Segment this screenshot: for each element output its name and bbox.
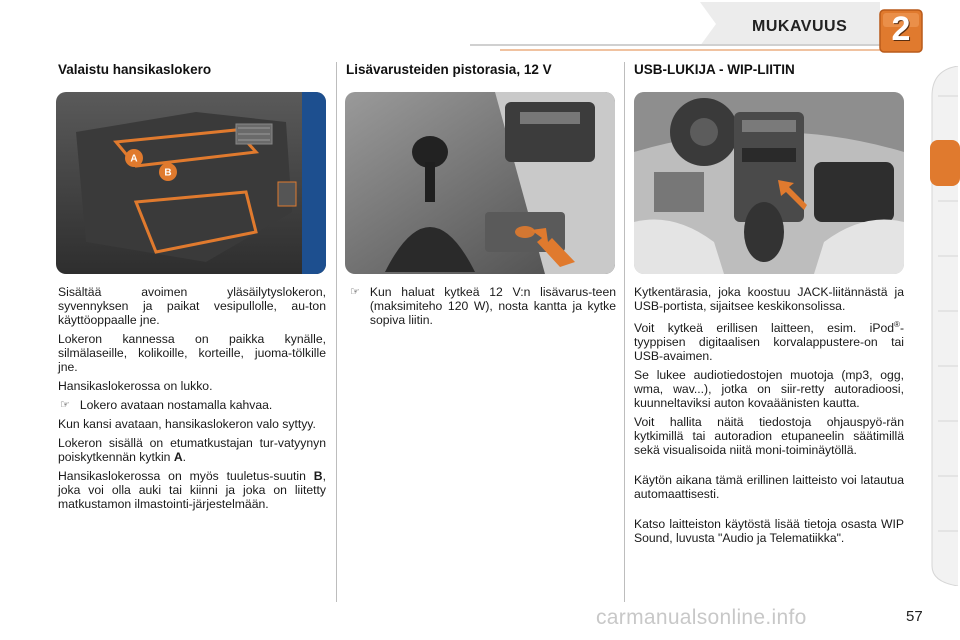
glovebox-illustration xyxy=(56,92,326,274)
socket-illustration xyxy=(345,92,615,274)
usb-title: USB-LUKIJA - WIP-LIITIN xyxy=(634,62,795,77)
pointing-hand-icon: ☞ xyxy=(60,399,70,411)
paragraph: Käytön aikana tämä erillinen laitteisto voi latautua automaattisesti. xyxy=(634,473,904,502)
paragraph: Lokeron kannessa on paikka kynälle, silmälaseille, kolikoille, korteille, juoma-tölkille jne. xyxy=(58,332,326,374)
glovebox-title: Valaistu hansikaslokero xyxy=(58,62,212,77)
paragraph: Sisältää avoimen yläsäilytyslokeron, syvennyksen ja paikat vesipullolle, au-ton käyttöoppaalle jne. xyxy=(58,285,326,327)
paragraph: Kytkentärasia, joka koostuu JACK-liitännästä ja USB-portista, sijaitsee keskikonsolissa. xyxy=(634,285,904,313)
paragraph: Se lukee audiotiedostojen muotoja (mp3, ogg, wma, wav...), jotka on siir-retty autoradioosi, kuunneltaviksi auton kovaäänisten kautta. xyxy=(634,368,904,411)
bullet-text: Lokero avataan nostamalla kahvaa. xyxy=(79,398,273,412)
pointing-hand-icon: ☞ xyxy=(350,286,360,298)
paragraph-ipod: Voit kytkeä erillisen laitteen, esim. iPod®-tyyppisen digitaalisen korvalappustere-on tai USB-avaimen. xyxy=(634,320,904,364)
active-chapter-tab[interactable] xyxy=(930,140,960,186)
bullet-text: Kun haluat kytkeä 12 V:n lisävarus-teen (maksimiteho 120 W), nosta kantta ja kytke sopiva liitin. xyxy=(369,285,616,327)
bullet-item xyxy=(348,285,616,327)
socket-title: Lisävarusteiden pistorasia, 12 V xyxy=(346,62,552,77)
callout-a-label: A xyxy=(130,153,138,165)
chapter-tabs xyxy=(928,66,960,586)
paragraph: Voit hallita näitä tiedostoja ohjauspyö-rän kytkimillä tai autoradion etupaneelin säätimillä sekä visualisoida niitä moni-toiminäytöllä. xyxy=(634,415,904,458)
paragraph: Katso laitteiston käytöstä lisää tietoja osasta WIP Sound, luvusta "Audio ja Telematiikka". xyxy=(634,517,904,546)
paragraph: Hansikaslokerossa on lukko. xyxy=(58,379,213,393)
page-number: 57 xyxy=(906,608,923,625)
column-divider xyxy=(624,62,625,602)
section-title: MUKAVUUS xyxy=(752,18,848,35)
usb-illustration xyxy=(634,92,904,274)
paragraph: Kun kansi avataan, hansikaslokeron valo syttyy. xyxy=(58,417,316,431)
paragraph-vent: Hansikaslokerossa on myös tuuletus-suutin B, joka voi olla auki tai kiinni ja joka on liitetty matkustamon ilmastointi-järjestelmään. xyxy=(58,469,326,511)
bullet-item xyxy=(58,398,326,412)
usb-text xyxy=(634,285,904,550)
chapter-number: 2 xyxy=(891,10,911,48)
column-divider xyxy=(336,62,337,602)
paragraph-airbag-switch: Lokeron sisällä on etumatkustajan tur-vatyynyn poiskytkennän kytkin A. xyxy=(58,436,326,464)
socket-text xyxy=(348,285,616,332)
callout-b-label: B xyxy=(164,167,172,179)
watermark: carmanualsonline.info xyxy=(596,606,807,629)
glovebox-text xyxy=(58,285,326,516)
